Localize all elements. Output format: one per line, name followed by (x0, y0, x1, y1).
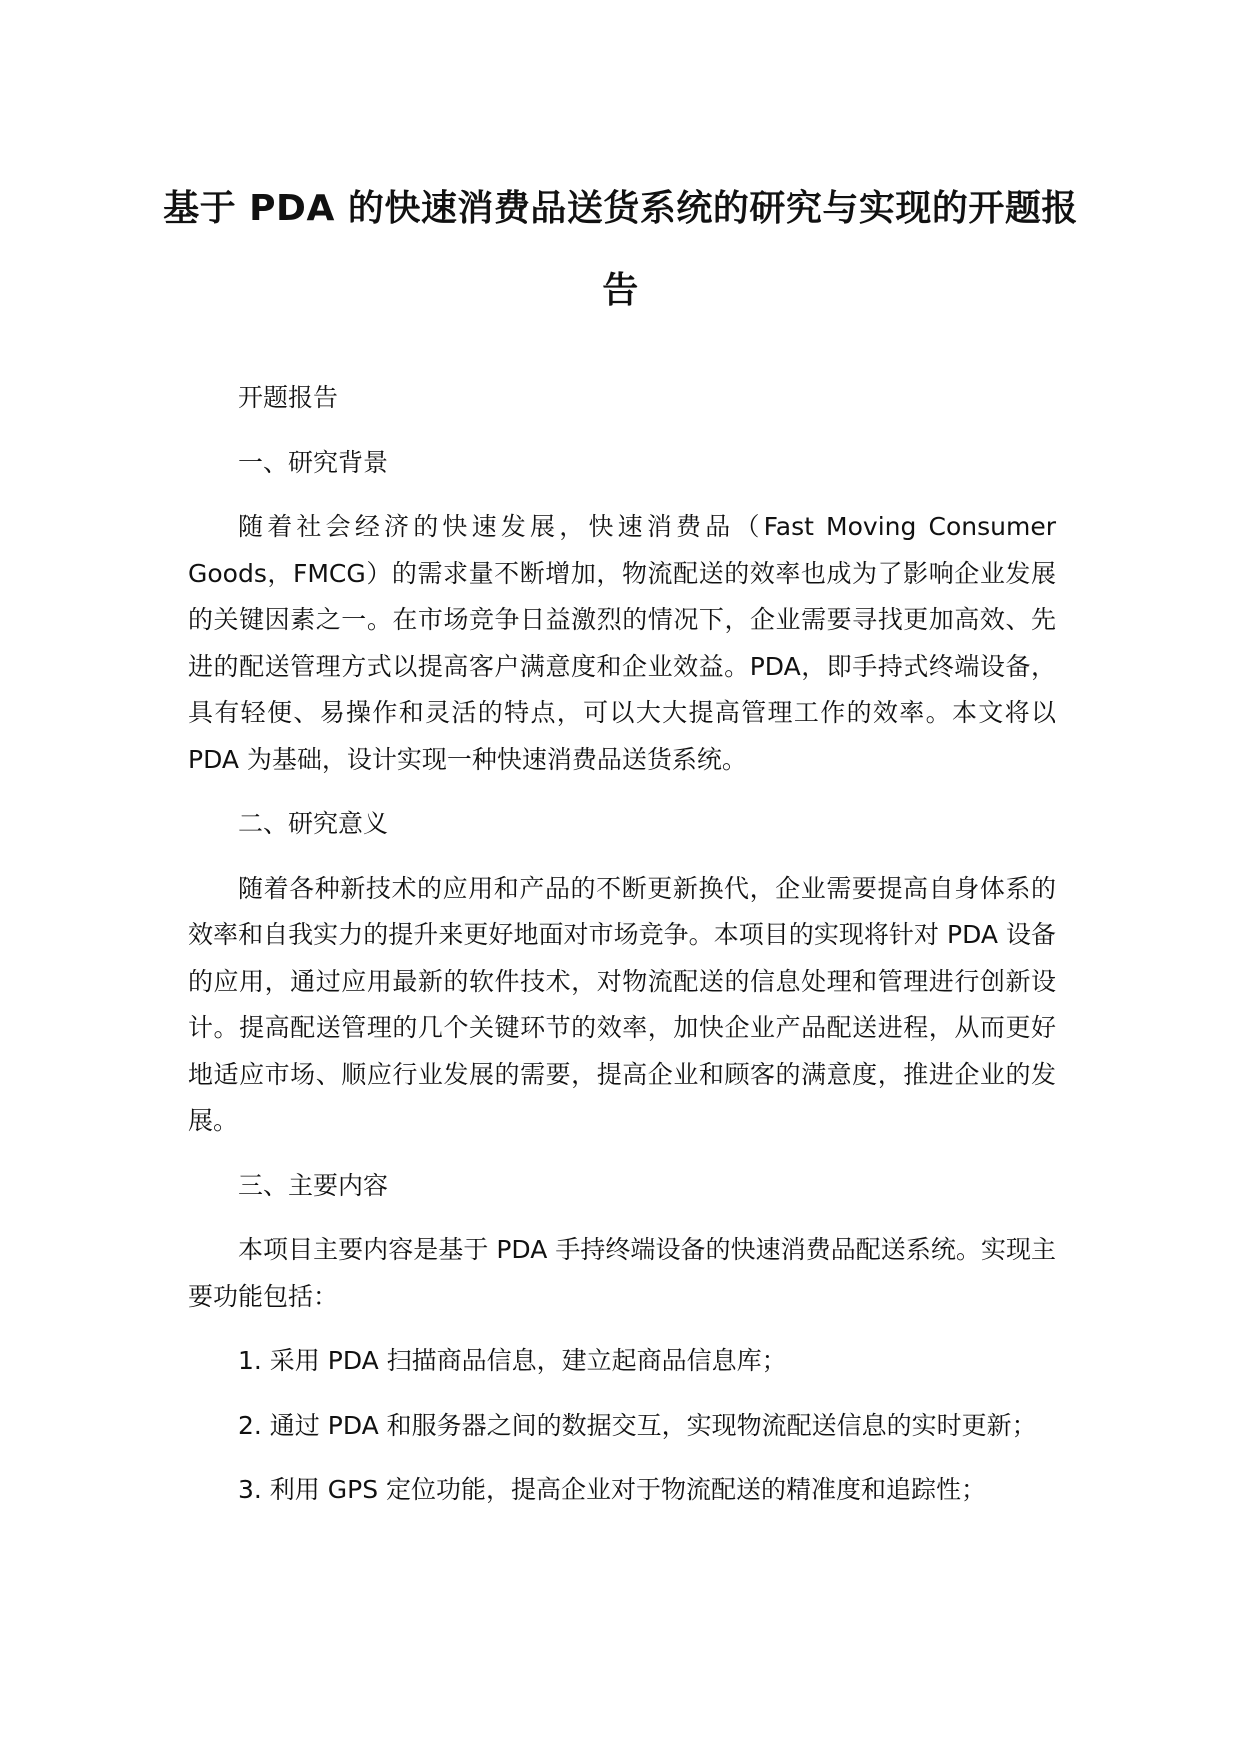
section-heading-significance: 二、研究意义 (238, 809, 389, 838)
section-heading-content: 三、主要内容 (238, 1170, 389, 1200)
document-body (188, 375, 1056, 1532)
list-item-1: 1. 采用 PDA 扫描商品信息，建立起商品信息库； (238, 1346, 787, 1375)
list-item-3: 3. 利用 GPS 定位功能，提高企业对于物流配送的精准度和追踪性； (238, 1475, 987, 1504)
section-heading-background: 一、研究背景 (238, 447, 389, 477)
document-title: 基于 PDA 的快速消费品送货系统的研究与实现的开题报告 (163, 188, 1078, 311)
paragraph-content-intro: 本项目主要内容是基于 PDA 手持终端设备的快速消费品配送系统。实现主要功能包括： (188, 1235, 1056, 1311)
list-item-2: 2. 通过 PDA 和服务器之间的数据交互，实现物流配送信息的实时更新； (238, 1410, 1037, 1440)
paragraph-significance: 随着各种新技术的应用和产品的不断更新换代，企业需要提高自身体系的效率和自我实力的提升来更好地面对市场竞争。本项目的实现将针对 PDA 设备的应用，通过应用最新的软件技术，对物流配送的信息处理和管理进行创新设计。提高配送管理的几个关键环节的效率，加快企业产品配送进程，从而更好地适应市场、顺应行业发展的需要，提高企业和顾客的满意度，推进企业的发展。 (188, 873, 1056, 1135)
paragraph-heading-report: 开题报告 (238, 383, 339, 412)
paragraph-background: 随着社会经济的快速发展，快速消费品（Fast Moving Consumer Goods，FMCG）的需求量不断增加，物流配送的效率也成为了影响企业发展的关键因素之一。在市场竞争日益激烈的情况下，企业需要寻找更加高效、先进的配送管理方式以提高客户满意度和企业效益。PDA，即手持式终端设备，具有轻便、易操作和灵活的特点，可以大大提高管理工作的效率。本文将以 PDA 为基础，设计实现一种快速消费品送货系统。 (188, 512, 1056, 774)
